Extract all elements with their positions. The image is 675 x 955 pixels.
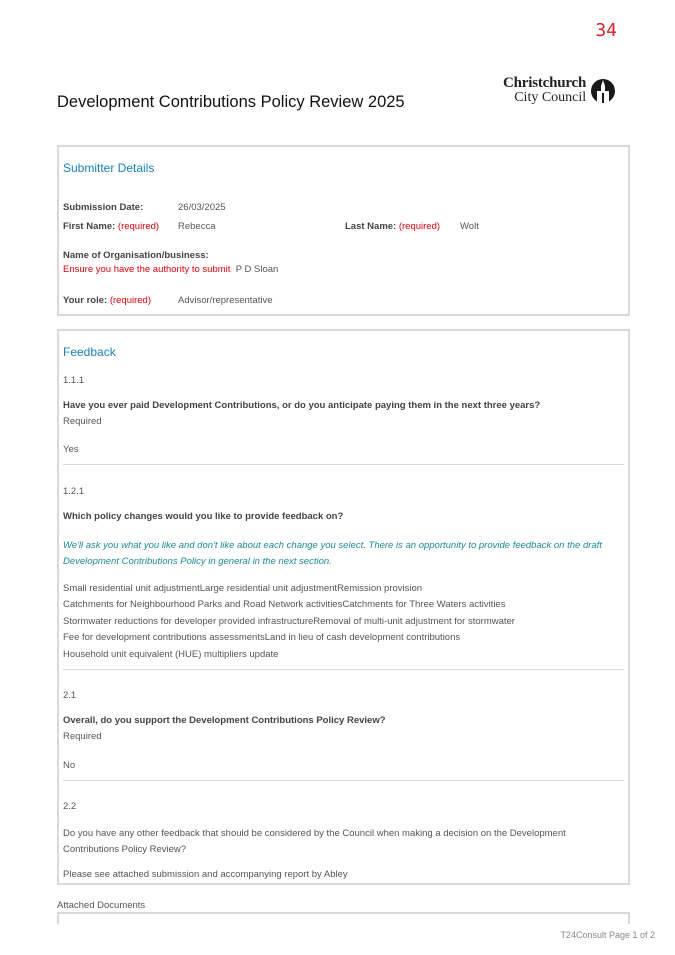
- logo-name: Christchurch: [503, 75, 587, 91]
- question-number: 2.2: [63, 801, 77, 812]
- question-number: 1.2.1: [63, 486, 85, 497]
- feedback-panel: [57, 329, 630, 885]
- divider: [63, 464, 624, 465]
- selected-option: Stormwater reductions for developer provided infrastructureRemoval of multi-unit adjustment for stormwater: [63, 616, 515, 627]
- selected-option: Catchments for Neighbourhood Parks and Road Network activitiesCatchments for Three Waters activities: [63, 599, 506, 610]
- divider: [63, 780, 624, 781]
- submission-date-label: Submission Date:: [63, 202, 144, 213]
- question-text: Have you ever paid Development Contributions, or do you anticipate paying them in the next three years?: [63, 400, 541, 411]
- council-logo: [503, 76, 616, 105]
- page-footer: T24Consult Page 1 of 2: [560, 930, 655, 940]
- organisation-label: Name of Organisation/business:: [63, 250, 209, 261]
- question-number: 1.1.1: [63, 375, 85, 386]
- required-label: Required: [63, 731, 102, 742]
- submitter-details-heading: Submitter Details: [63, 161, 155, 175]
- answer-text: Yes: [63, 444, 79, 455]
- divider: [63, 669, 624, 670]
- answer-text: Please see attached submission and accompanying report by Abley: [63, 869, 348, 880]
- required-label: Required: [63, 416, 102, 427]
- selected-option: Small residential unit adjustmentLarge residential unit adjustmentRemission provision: [63, 583, 423, 594]
- question-number: 2.1: [63, 690, 77, 701]
- role-label: Your role: (required): [63, 295, 151, 306]
- question-text: Overall, do you support the Development Contributions Policy Review?: [63, 715, 386, 726]
- last-name-label: Last Name: (required): [345, 221, 441, 232]
- question-text: Which policy changes would you like to provide feedback on?: [63, 511, 344, 522]
- selected-option: Fee for development contributions assessmentsLand in lieu of cash development contributions: [63, 632, 461, 643]
- selected-option: Household unit equivalent (HUE) multipliers update: [63, 649, 279, 660]
- page-title: Development Contributions Policy Review 2025: [57, 93, 405, 111]
- organisation-row: [63, 264, 278, 275]
- submission-date-value: 26/03/2025: [178, 202, 226, 213]
- first-name-value: Rebecca: [178, 221, 216, 232]
- answer-text: No: [63, 760, 76, 771]
- organisation-note: Ensure you have the authority to submit: [63, 264, 231, 275]
- first-name-label: First Name: (required): [63, 221, 160, 232]
- last-name-value: Wolt: [460, 221, 479, 232]
- attached-documents-label: Attached Documents: [57, 900, 146, 911]
- organisation-value: P D Sloan: [235, 264, 279, 275]
- role-value: Advisor/representative: [178, 295, 273, 306]
- attached-documents-panel: [57, 912, 630, 924]
- cathedral-logo-icon: [590, 77, 616, 105]
- feedback-heading: Feedback: [63, 345, 116, 359]
- submitter-details-panel: [57, 145, 630, 316]
- question-text: Do you have any other feedback that should be considered by the Council when making a decision on the Development Contributions Policy Review?: [63, 828, 566, 855]
- question-hint: We'll ask you what you like and don't like about each change you select. There is an opportunity to provide feedback on the draft Development Contributions Policy in general in the next section.: [63, 540, 602, 567]
- page-number: 34: [595, 20, 617, 41]
- logo-sub: City Council: [514, 90, 587, 105]
